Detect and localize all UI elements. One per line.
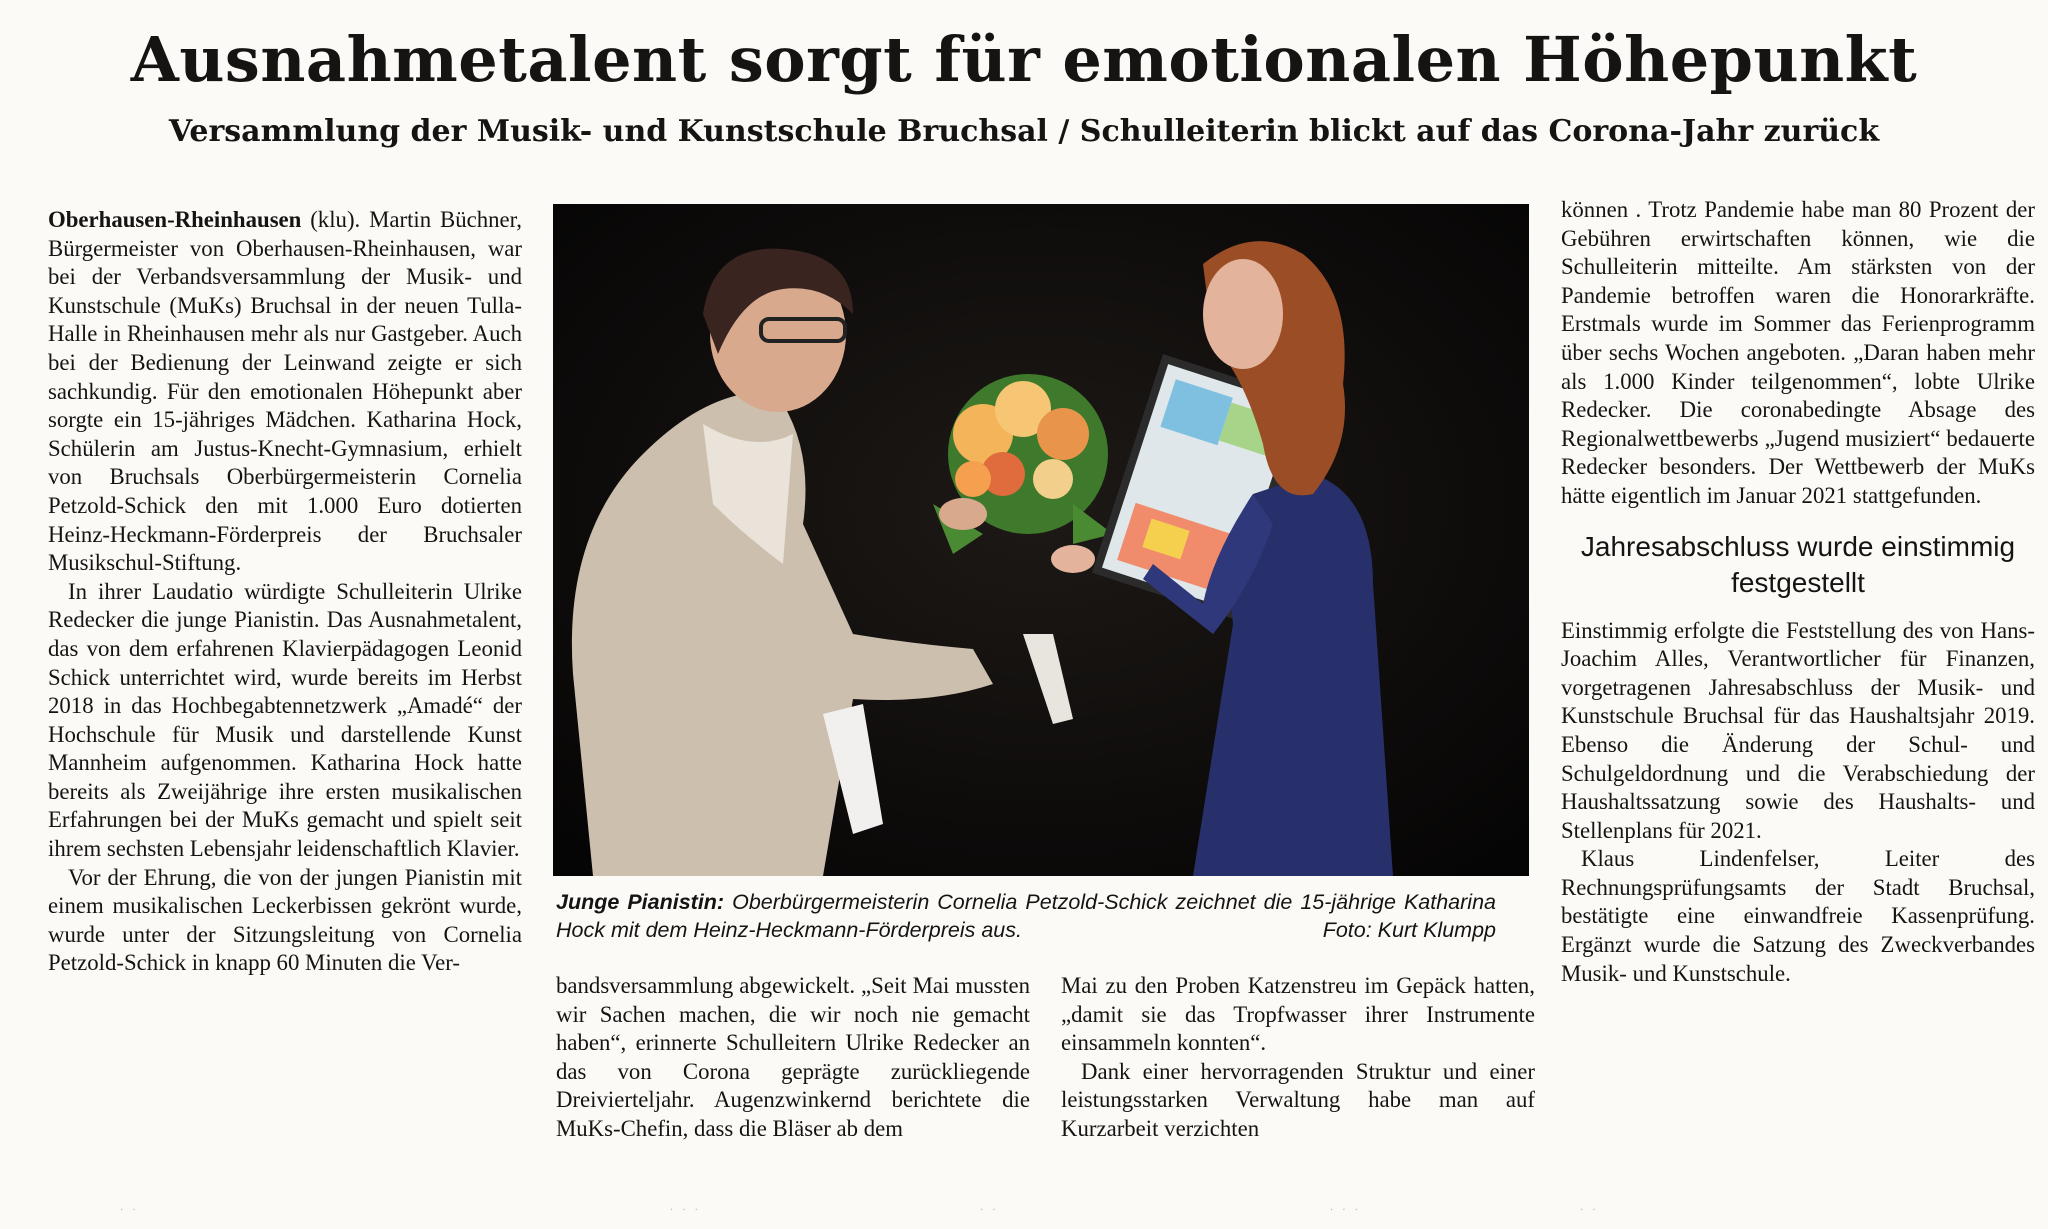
paragraph: Einstimmig erfolgte die Feststellung des von Hans-Joachim Alles, Verantwortlicher für Finanzen, vorgetragenen Jahresabschluss der Musik- und Kunstschule Bruchsal für das Haushaltsjahr 2019. Ebenso die Änderung der Schul- und Schulgeldordnung und die Verabschiedung der Haushaltssatzung sowie des Haushalts- und Stellenplans für 2021. <box>1561 617 2035 843</box>
paragraph: Vor der Ehrung, die von der jungen Pianistin mit einem musikalischen Leckerbissen gekrönt wurde, wurde unter der Sitzungsleitung von Cornelia Petzold-Schick in knapp 60 Minuten die Ver- <box>48 864 522 976</box>
print-speck: · · <box>1580 1205 1599 1216</box>
paragraph-text: Martin Büchner, Bürgermeister von Oberhausen-Rheinhausen, war bei der Verbandsversammlung der Musik- und Kunstschule (MuKs) Bruchsal in der neuen Tulla-Halle in Rheinhausen mehr als nur Gastgeber. Auch bei der Bedienung der Leinwand zeigte er sich sachkundig. Für den emotionalen Höhepunkt aber sorgte ein 15-jähriges Mädchen. Katharina Hock, Schülerin am Justus-Knecht-Gymnasium, erhielt von Bruchsals Oberbürgermeisterin Cornelia Petzold-Schick den mit 1.000 Euro dotierten Heinz-Heckmann-Förderpreis der Bruchsaler Musikschul-Stiftung. <box>48 207 523 576</box>
dateline: Oberhausen-Rheinhausen <box>48 207 302 232</box>
headline: Ausnahmetalent sorgt für emotionalen Höhepunkt <box>130 23 1918 96</box>
paragraph: Klaus Lindenfelser, Leiter des Rechnungsprüfungsamts der Stadt Bruchsal, bestätigte eine einwandfreie Kassenprüfung. Ergänzt wurde die Satzung des Zweckverbandes Musik- und Kunstschule. <box>1561 846 2035 986</box>
caption-lead: Junge Pianistin: <box>556 890 725 914</box>
caption-text: Oberbürgermeisterin Cornelia Petzold-Schick zeichnet die 15-jährige Katharina Hock mit dem Heinz-Heckmann-Förderpreis aus. <box>556 890 1496 942</box>
article-column-4 <box>1561 196 2035 988</box>
paragraph: bandsversammlung abgewickelt. „Seit Mai mussten wir Sachen machen, die wir noch nie gemacht haben“, erinnerte Schulleitern Ulrike Redecker an das von Corona geprägte zurückliegende Dreivierteljahr. Augenzwinkernd berichtete die MuKs-Chefin, dass die Bläser ab dem <box>556 973 1030 1141</box>
subheadline: Versammlung der Musik- und Kunstschule Bruchsal / Schulleiterin blickt auf das Corona-Jahr zurück <box>168 114 1880 149</box>
paragraph: Dank einer hervorragenden Struktur und einer leistungsstarken Verwaltung habe man auf Kurzarbeit verzichten <box>1061 1058 1535 1141</box>
paragraph <box>48 206 522 578</box>
article-column-1 <box>48 206 522 978</box>
paragraph: In ihrer Laudatio würdigte Schulleiterin Ulrike Redecker die junge Pianistin. Das Ausnahmetalent, das von dem erfahrenen Klavierpädagogen Leonid Schick unterrichtet wird, wurde bereits im Herbst 2018 in das Hochbegabtennetzwerk „Amadé“ der Hochschule für Musik und darstellende Kunst Mannheim aufgenommen. Katharina Hock hatte bereits als Zweijährige ihre ersten musikalischen Erfahrungen bei der MuKs gemacht und spielt seit ihrem sechsten Lebensjahr leidenschaftlich Klavier. <box>48 578 522 862</box>
article-column-2 <box>556 972 1030 1144</box>
paragraph: können . Trotz Pandemie habe man 80 Prozent der Gebühren erwirtschaften können, wie die Schulleiterin mitteilte. Am stärksten von der Pandemie betroffen waren die Honorarkräfte. Erstmals wurde im Sommer das Ferienprogramm über sechs Wochen angeboten. „Daran haben mehr als 1.000 Kinder teilgenommen“, lobte Ulrike Redecker. Die coronabedingte Absage des Regionalwettbewerbs „Jugend musiziert“ bedauerte Redecker besonders. Der Wettbewerb der MuKs hätte eigentlich im Januar 2021 stattgefunden. <box>1561 197 2035 508</box>
section-subheading: Jahresabschluss wurde einstimmig festgestellt <box>1580 530 2016 598</box>
photo-caption <box>556 888 1496 944</box>
byline: (klu). <box>310 207 361 232</box>
photo-credit: Foto: Kurt Klumpp <box>1322 918 1496 942</box>
print-speck: · · · <box>670 1205 701 1216</box>
print-speck: · · <box>980 1205 999 1216</box>
article-column-3 <box>1061 972 1535 1144</box>
paragraph: Mai zu den Proben Katzenstreu im Gepäck hatten, „damit sie das Tropfwasser ihrer Instrumente einsammeln konnten“. <box>1061 973 1535 1056</box>
print-speck: · · · <box>1330 1205 1361 1216</box>
award-photo <box>553 204 1529 876</box>
print-speck: · · <box>120 1205 139 1216</box>
